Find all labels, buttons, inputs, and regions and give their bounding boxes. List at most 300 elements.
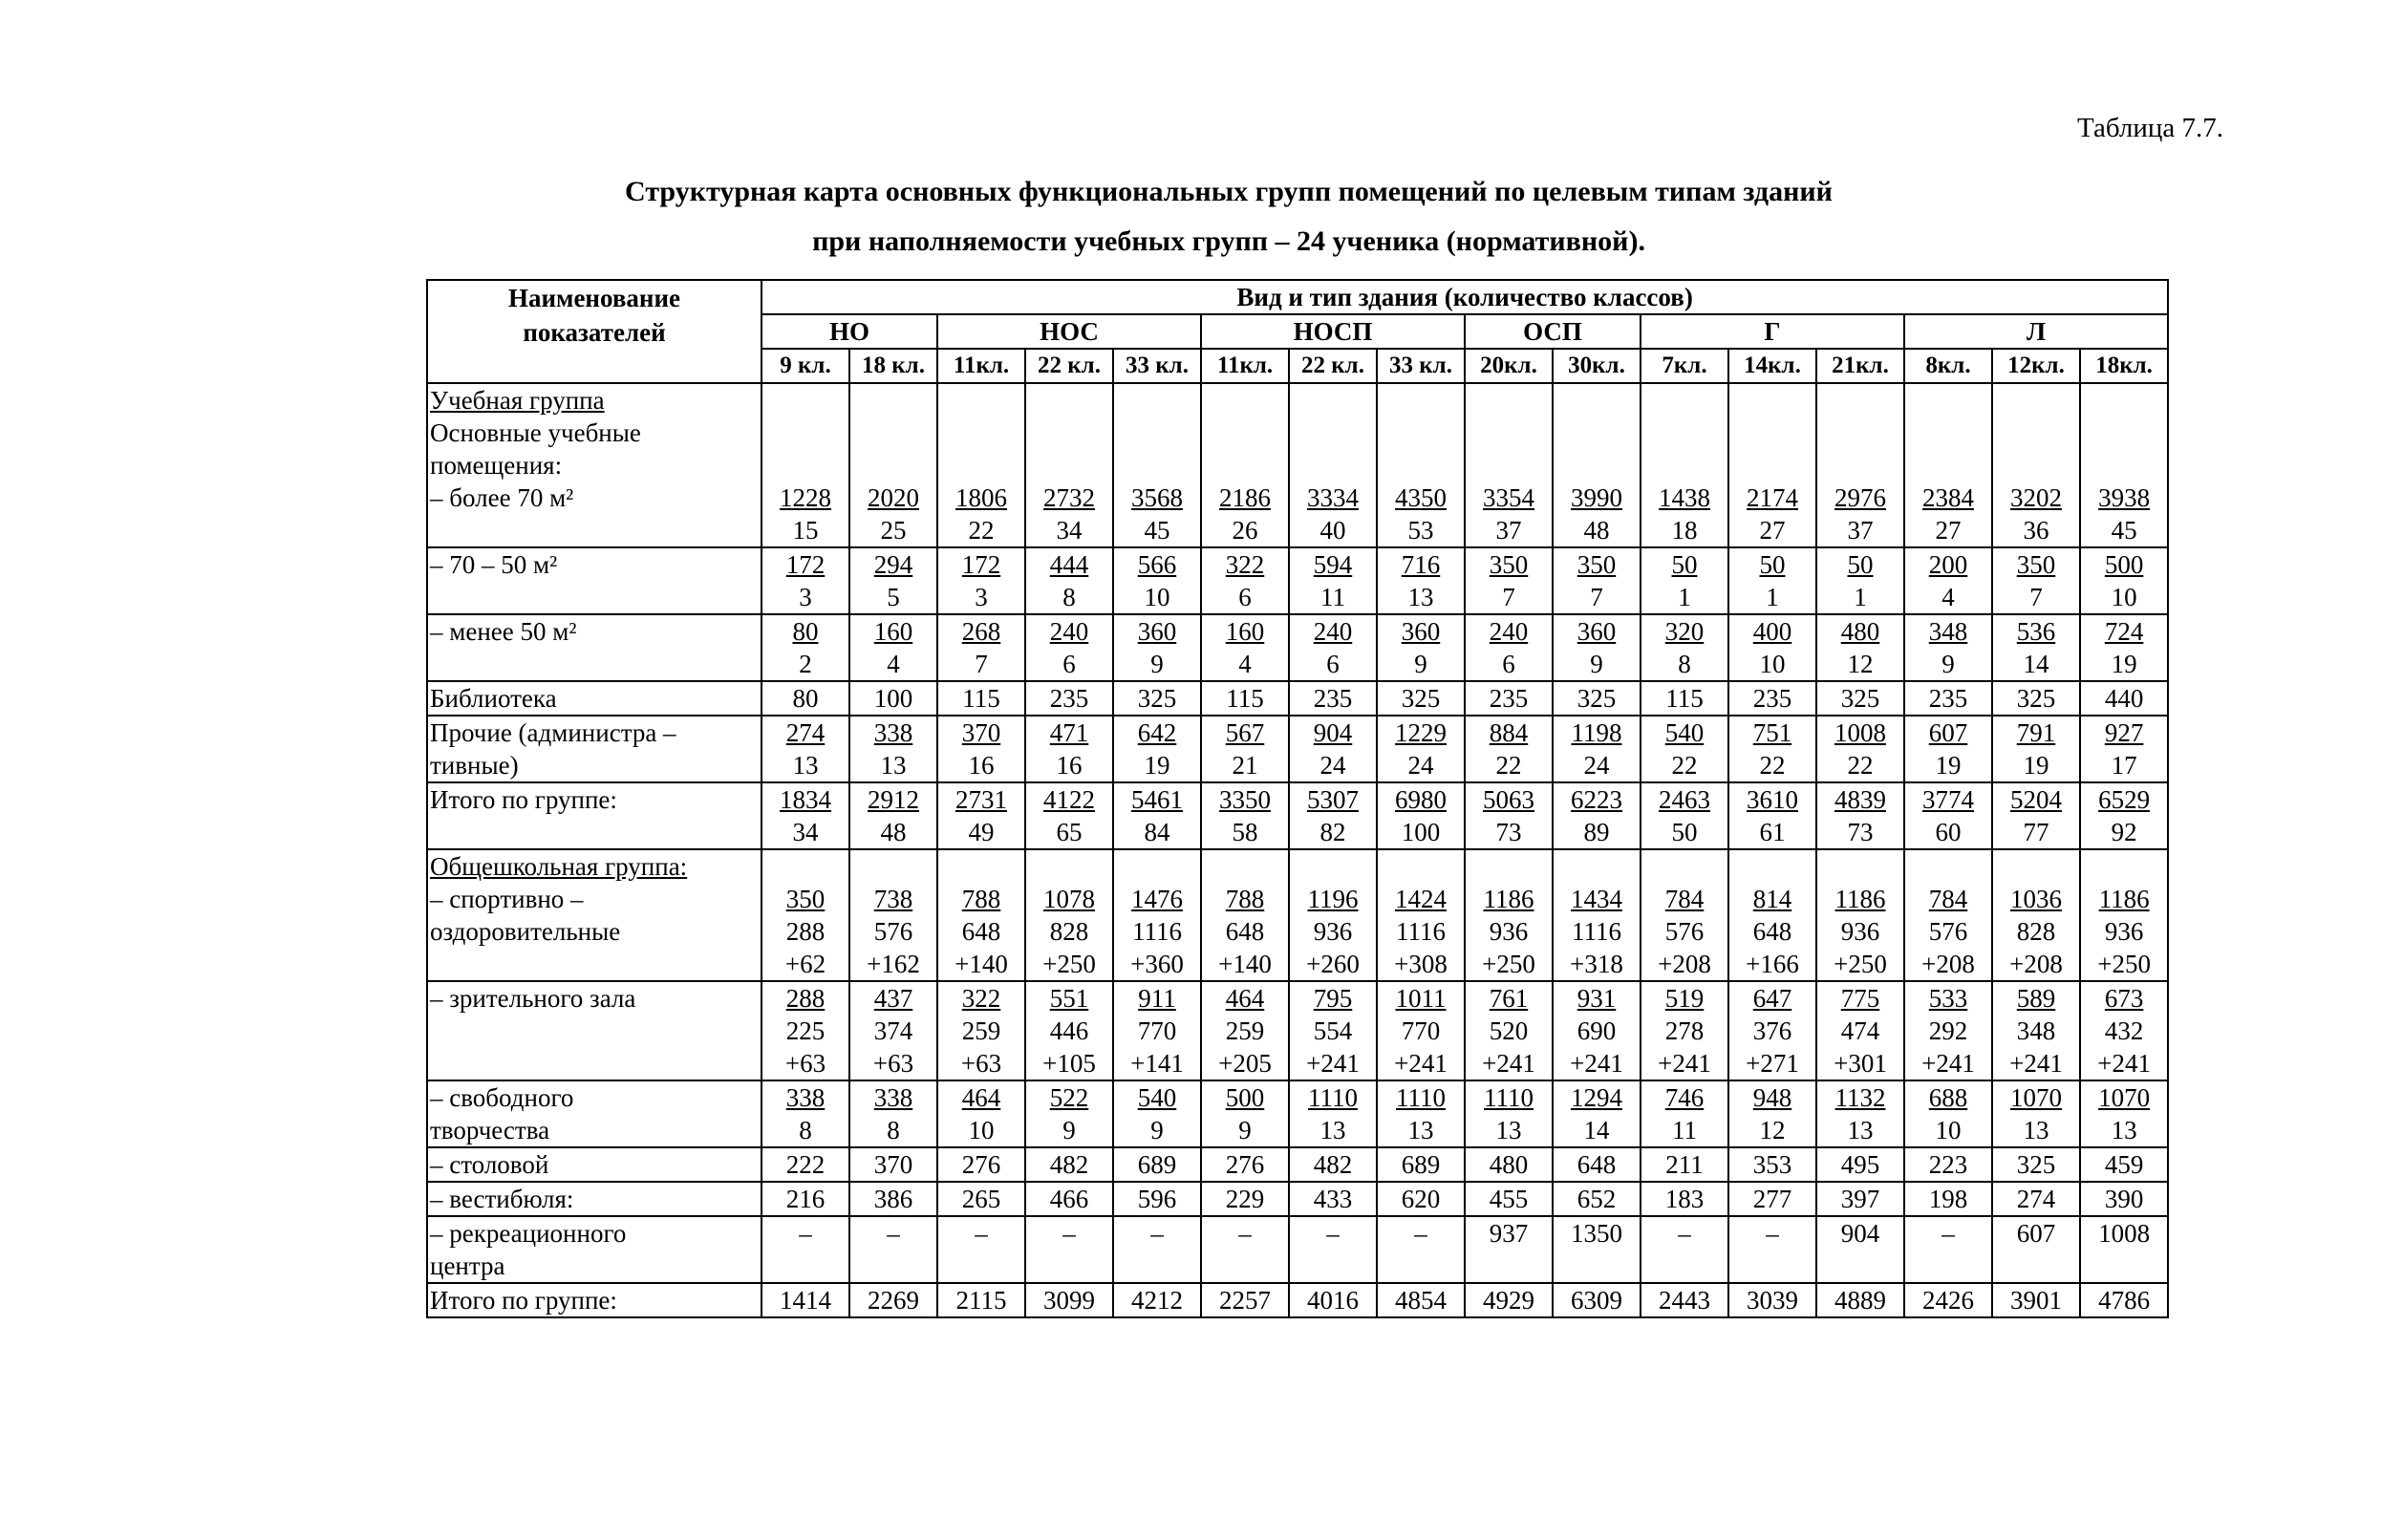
value-cell: [1025, 782, 1113, 849]
cell-value: 10: [1144, 583, 1170, 611]
value-cell: [761, 716, 849, 782]
value-cell: [1728, 1182, 1816, 1216]
value-cell: [849, 1080, 937, 1147]
cell-value: 13: [1407, 583, 1434, 611]
value-cell-spacer: [1729, 417, 1815, 449]
cell-value: 4: [1238, 650, 1252, 678]
cell-value: 1132: [1834, 1083, 1886, 1112]
cell-value: –: [1678, 1219, 1691, 1248]
cell-value: 1186: [1483, 885, 1534, 913]
cell-value: 482: [1049, 1150, 1089, 1179]
value-cell: [1465, 716, 1553, 782]
cell-value: 795: [1313, 984, 1353, 1013]
value-cell: [1289, 1182, 1377, 1216]
cell-value: 13: [1495, 1116, 1522, 1144]
cell-value: 1008: [2098, 1219, 2151, 1248]
value-cell: [1816, 981, 1904, 1080]
value-cell-spacer: [1817, 384, 1903, 417]
cell-value: 4122: [1043, 785, 1095, 814]
value-cell: [1201, 849, 1289, 981]
value-cell: [1113, 716, 1201, 782]
cell-value: 17: [2111, 751, 2137, 780]
cell-value: +250: [1834, 950, 1887, 978]
cell-value: 1294: [1571, 1083, 1622, 1112]
cell-value: 34: [792, 818, 819, 846]
value-cell: [849, 782, 937, 849]
value-cell: [2080, 614, 2168, 681]
cell-value: 73: [1847, 818, 1874, 846]
value-cell-spacer: [1026, 850, 1112, 883]
cell-value: –: [799, 1219, 812, 1248]
cell-value: 11: [1672, 1116, 1697, 1144]
value-cell-spacer: [1378, 850, 1464, 883]
cell-value: 482: [1313, 1150, 1353, 1179]
value-cell-spacer: [1817, 850, 1903, 883]
value-cell: [1992, 716, 2080, 782]
cell-value: 459: [2104, 1150, 2144, 1179]
value-cell: [761, 1182, 849, 1216]
cell-value: 13: [2111, 1116, 2137, 1144]
cell-value: 10: [1759, 650, 1786, 678]
cell-value: +250: [1042, 950, 1096, 978]
value-cell-spacer: [1641, 850, 1727, 883]
value-cell-spacer: [1993, 417, 2079, 449]
table-row: [427, 614, 2168, 681]
cell-value: 620: [1401, 1185, 1441, 1213]
cell-value: 235: [1489, 684, 1529, 713]
value-cell-spacer: [2081, 384, 2167, 417]
cell-value: 172: [961, 550, 1001, 579]
value-cell: [1025, 1283, 1113, 1317]
value-cell: [1728, 716, 1816, 782]
cell-value: 648: [1577, 1150, 1617, 1179]
cell-value: 240: [1313, 617, 1353, 646]
value-cell: [1113, 1147, 1201, 1182]
cell-value: 259: [961, 1016, 1001, 1045]
cell-value: 10: [1935, 1116, 1962, 1144]
value-cell: [1377, 1147, 1465, 1182]
cell-value: 648: [961, 917, 1001, 946]
cell-value: 2463: [1659, 785, 1710, 814]
value-cell: [1728, 782, 1816, 849]
cell-value: +241: [1658, 1049, 1711, 1078]
cell-value: 235: [1928, 684, 1968, 713]
value-cell: [1641, 1147, 1728, 1182]
cell-value: 937: [1489, 1219, 1529, 1248]
value-cell: [1201, 383, 1289, 547]
cell-value: 3901: [2010, 1286, 2062, 1315]
cell-value: 7: [1590, 583, 1603, 611]
cell-value: –: [1150, 1219, 1164, 1248]
cell-value: 480: [1489, 1150, 1529, 1179]
cell-value: 931: [1577, 984, 1617, 1013]
indicator-name-cell: [427, 681, 761, 716]
cell-value: 3938: [2098, 483, 2151, 512]
cell-value: –: [1414, 1219, 1427, 1248]
value-cell: [1816, 383, 1904, 547]
cell-value: 1070: [2010, 1083, 2062, 1112]
value-cell: [1904, 1182, 1992, 1216]
cell-value: 642: [1137, 718, 1177, 747]
cell-value: 19: [1935, 751, 1962, 780]
value-cell: [1025, 681, 1113, 716]
cell-value: 4854: [1395, 1286, 1447, 1315]
value-cell-spacer: [1641, 384, 1727, 417]
cell-value: 353: [1752, 1150, 1792, 1179]
indicator-name-cell: [427, 614, 761, 681]
value-cell: [2080, 1283, 2168, 1317]
value-cell-spacer: [1905, 417, 1991, 449]
value-cell: [1641, 383, 1728, 547]
value-cell-spacer: [938, 850, 1024, 883]
value-cell: [1904, 782, 1992, 849]
value-cell-spacer: [2081, 850, 2167, 883]
class-count-header: 21кл.: [1816, 349, 1904, 383]
building-type-header: НО: [761, 314, 937, 349]
cell-value: 22: [1671, 751, 1698, 780]
cell-value: 1228: [780, 483, 831, 512]
cell-value: 8: [1678, 650, 1691, 678]
value-cell-spacer: [1290, 449, 1376, 481]
cell-value: 229: [1225, 1185, 1265, 1213]
value-cell: [1816, 716, 1904, 782]
cell-value: 198: [1928, 1185, 1968, 1213]
value-cell: [761, 383, 849, 547]
value-cell: [1816, 1147, 1904, 1182]
value-cell: [937, 1182, 1025, 1216]
cell-value: 522: [1049, 1083, 1089, 1112]
value-cell-spacer: [1114, 449, 1200, 481]
value-cell: [849, 1216, 937, 1283]
cell-value: 948: [1752, 1083, 1792, 1112]
cell-value: –: [1941, 1219, 1955, 1248]
value-cell: [1553, 1147, 1641, 1182]
value-cell: [1728, 614, 1816, 681]
value-cell: [1113, 547, 1201, 614]
cell-value: 5: [887, 583, 900, 611]
cell-value: +141: [1130, 1049, 1184, 1078]
cell-value: 1196: [1307, 885, 1359, 913]
value-cell: [1201, 1182, 1289, 1216]
value-cell: [1025, 383, 1113, 547]
cell-value: 936: [1313, 917, 1353, 946]
cell-value: 7: [2029, 583, 2043, 611]
value-cell-spacer: [1729, 449, 1815, 481]
value-cell-spacer: [1817, 417, 1903, 449]
cell-value: 6: [1502, 650, 1515, 678]
cell-value: 360: [1577, 617, 1617, 646]
value-cell: [1201, 782, 1289, 849]
cell-value: 9: [1150, 1116, 1164, 1144]
cell-value: 73: [1495, 818, 1522, 846]
value-cell: [2080, 1216, 2168, 1283]
cell-value: 276: [961, 1150, 1001, 1179]
cell-value: –: [1238, 1219, 1252, 1248]
value-cell-spacer: [1729, 384, 1815, 417]
cell-value: 36: [2023, 516, 2049, 545]
cell-value: 348: [2016, 1016, 2056, 1045]
class-count-header: 22 кл.: [1289, 349, 1377, 383]
cell-value: 61: [1759, 818, 1786, 846]
cell-value: 6980: [1395, 785, 1447, 814]
cell-value: +318: [1570, 950, 1623, 978]
cell-value: 500: [2104, 550, 2144, 579]
value-cell-spacer: [1993, 850, 2079, 883]
cell-value: 200: [1928, 550, 1968, 579]
value-cell-spacer: [1905, 850, 1991, 883]
cell-value: +360: [1130, 950, 1184, 978]
value-cell: [1465, 547, 1553, 614]
cell-value: 1110: [1396, 1083, 1446, 1112]
value-cell: [1025, 614, 1113, 681]
cell-value: 607: [1928, 718, 1968, 747]
value-cell: [1465, 1080, 1553, 1147]
value-cell: [1113, 1216, 1201, 1283]
value-cell: [1641, 849, 1728, 981]
indicator-name-line: Учебная группа: [430, 386, 605, 415]
class-count-header: 33 кл.: [1113, 349, 1201, 383]
indicator-name-cell: [427, 981, 761, 1080]
cell-value: 2976: [1834, 483, 1886, 512]
value-cell: [1816, 849, 1904, 981]
building-type-header: НОС: [937, 314, 1201, 349]
cell-value: 48: [880, 818, 907, 846]
cell-value: 24: [1583, 751, 1610, 780]
value-cell: [1201, 1283, 1289, 1317]
value-cell-spacer: [2081, 417, 2167, 449]
value-cell: [1113, 782, 1201, 849]
cell-value: 648: [1752, 917, 1792, 946]
cell-value: 4212: [1131, 1286, 1183, 1315]
cell-value: 6: [1326, 650, 1340, 678]
value-cell-spacer: [1905, 449, 1991, 481]
value-cell: [937, 716, 1025, 782]
indicator-name-line: тивные): [430, 751, 519, 780]
cell-value: 540: [1664, 718, 1705, 747]
value-cell: [761, 782, 849, 849]
cell-value: 397: [1840, 1185, 1880, 1213]
cell-value: 37: [1847, 516, 1874, 545]
value-cell: [937, 383, 1025, 547]
cell-value: 350: [1489, 550, 1529, 579]
table-row: [427, 716, 2168, 782]
cell-value: 2186: [1219, 483, 1271, 512]
cell-value: 444: [1049, 550, 1089, 579]
cell-value: +63: [784, 1049, 826, 1078]
value-cell: [2080, 681, 2168, 716]
cell-value: 80: [792, 684, 819, 713]
building-type-header: НОСП: [1201, 314, 1465, 349]
cell-value: 276: [1225, 1150, 1265, 1179]
cell-value: 235: [1049, 684, 1089, 713]
cell-value: 160: [873, 617, 913, 646]
indicator-name-line: – зрительного зала: [430, 984, 636, 1013]
value-cell: [937, 849, 1025, 981]
cell-value: 8: [1062, 583, 1076, 611]
indicator-name-cell: [427, 383, 761, 547]
cell-value: –: [1062, 1219, 1076, 1248]
indicator-name-line: – 70 – 50 м²: [430, 550, 558, 579]
cell-value: 50: [1759, 550, 1786, 579]
cell-value: 9: [1238, 1116, 1252, 1144]
value-cell: [1816, 681, 1904, 716]
value-cell: [1904, 981, 1992, 1080]
cell-value: +140: [1218, 950, 1272, 978]
value-cell-spacer: [1290, 417, 1376, 449]
cell-value: 716: [1401, 550, 1441, 579]
value-cell: [1816, 547, 1904, 614]
value-cell: [761, 1080, 849, 1147]
cell-value: 4016: [1307, 1286, 1359, 1315]
cell-value: 4786: [2098, 1286, 2151, 1315]
value-cell: [1377, 782, 1465, 849]
value-cell: [1113, 1182, 1201, 1216]
value-cell: [761, 681, 849, 716]
value-cell: [1289, 1147, 1377, 1182]
cell-value: 724: [2104, 617, 2144, 646]
cell-value: 1110: [1484, 1083, 1534, 1112]
value-cell: [1201, 1216, 1289, 1283]
class-count-header: 33 кл.: [1377, 349, 1465, 383]
cell-value: 7: [975, 650, 988, 678]
class-count-header: 9 кл.: [761, 349, 849, 383]
cell-value: 325: [1577, 684, 1617, 713]
value-cell-spacer: [762, 850, 848, 883]
cell-value: 3990: [1571, 483, 1622, 512]
value-cell: [849, 614, 937, 681]
value-cell-spacer: [1378, 384, 1464, 417]
cell-value: 3350: [1219, 785, 1271, 814]
value-cell: [1377, 383, 1465, 547]
cell-value: 325: [2016, 1150, 2056, 1179]
value-cell: [1025, 547, 1113, 614]
cell-value: 1186: [1834, 885, 1886, 913]
indicator-name-cell: [427, 782, 761, 849]
value-cell-spacer: [1993, 449, 2079, 481]
cell-value: 775: [1840, 984, 1880, 1013]
class-count-header: 11кл.: [937, 349, 1025, 383]
table-number-label: Таблица 7.7.: [2076, 113, 2223, 143]
cell-value: 22: [1495, 751, 1522, 780]
cell-value: 338: [873, 1083, 913, 1112]
cell-value: 1116: [1132, 917, 1182, 946]
cell-value: +205: [1218, 1049, 1272, 1078]
value-cell-spacer: [1641, 449, 1727, 481]
value-cell: [1904, 1147, 1992, 1182]
cell-value: 474: [1840, 1016, 1880, 1045]
cell-value: 751: [1752, 718, 1792, 747]
value-cell: [1465, 614, 1553, 681]
value-cell: [1904, 614, 1992, 681]
cell-value: 4: [887, 650, 900, 678]
value-cell: [1553, 547, 1641, 614]
value-cell: [1553, 614, 1641, 681]
value-cell: [849, 383, 937, 547]
cell-value: 400: [1752, 617, 1792, 646]
indicator-name-line: – менее 50 м²: [430, 617, 577, 646]
value-cell: [1201, 981, 1289, 1080]
cell-value: 566: [1137, 550, 1177, 579]
indicator-name-cell: [427, 547, 761, 614]
value-cell: [1377, 849, 1465, 981]
class-count-header: 22 кл.: [1025, 349, 1113, 383]
value-cell: [1377, 1216, 1465, 1283]
value-cell: [1904, 716, 1992, 782]
cell-value: 1414: [780, 1286, 831, 1315]
cell-value: 2384: [1922, 483, 1974, 512]
cell-value: 240: [1049, 617, 1089, 646]
cell-value: 2732: [1043, 483, 1095, 512]
cell-value: 1: [1766, 583, 1779, 611]
cell-value: 1078: [1043, 885, 1095, 913]
value-cell: [1992, 1283, 2080, 1317]
value-cell: [849, 849, 937, 981]
cell-value: 4889: [1834, 1286, 1886, 1315]
indicator-name-line: Основные учебные: [430, 418, 641, 447]
value-cell: [1113, 849, 1201, 981]
cell-value: 9: [1590, 650, 1603, 678]
cell-value: 80: [792, 617, 819, 646]
cell-value: 648: [1225, 917, 1265, 946]
cell-value: 350: [785, 885, 826, 913]
cell-value: 3354: [1483, 483, 1534, 512]
class-count-header: 11кл.: [1201, 349, 1289, 383]
cell-value: +241: [1306, 1049, 1360, 1078]
cell-value: 567: [1225, 718, 1265, 747]
value-cell-spacer: [1026, 417, 1112, 449]
cell-value: 211: [1665, 1150, 1704, 1179]
cell-value: 8: [887, 1116, 900, 1144]
cell-value: 6: [1238, 583, 1252, 611]
cell-value: 12: [1759, 1116, 1786, 1144]
value-cell: [1201, 1147, 1289, 1182]
cell-value: 5461: [1131, 785, 1183, 814]
value-cell-spacer: [1026, 449, 1112, 481]
cell-value: 689: [1137, 1150, 1177, 1179]
value-cell: [761, 1283, 849, 1317]
value-cell: [1025, 1182, 1113, 1216]
cell-value: 1198: [1571, 718, 1622, 747]
value-cell: [849, 547, 937, 614]
value-cell: [1377, 716, 1465, 782]
value-cell-spacer: [762, 449, 848, 481]
cell-value: 37: [1495, 516, 1522, 545]
value-cell: [1025, 716, 1113, 782]
value-cell: [1113, 681, 1201, 716]
cell-value: 3334: [1307, 483, 1359, 512]
cell-value: 77: [2023, 818, 2049, 846]
cell-value: 1110: [1308, 1083, 1358, 1112]
cell-value: 1438: [1659, 483, 1710, 512]
value-cell-spacer: [850, 384, 936, 417]
value-cell: [1728, 681, 1816, 716]
value-cell-spacer: [1114, 850, 1200, 883]
value-cell: [849, 681, 937, 716]
cell-value: 348: [1928, 617, 1968, 646]
value-cell: [761, 1147, 849, 1182]
value-cell-spacer: [1641, 417, 1727, 449]
cell-value: 82: [1319, 818, 1346, 846]
cell-value: 350: [1577, 550, 1617, 579]
value-cell: [1728, 1080, 1816, 1147]
value-cell: [1113, 981, 1201, 1080]
cell-value: 647: [1752, 984, 1792, 1013]
value-cell-spacer: [850, 850, 936, 883]
value-cell-spacer: [1554, 850, 1640, 883]
cell-value: 3099: [1043, 1286, 1095, 1315]
cell-value: 19: [2023, 751, 2049, 780]
cell-value: 22: [968, 516, 995, 545]
